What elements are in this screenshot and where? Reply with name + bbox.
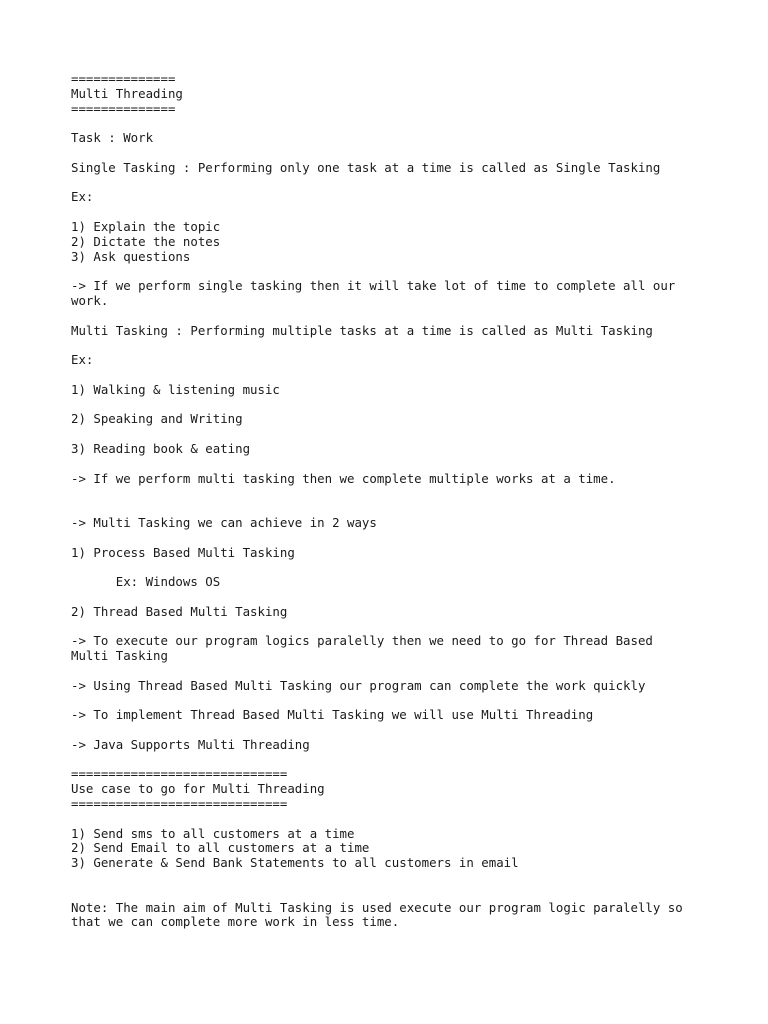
single-example-item: 3) Ask questions bbox=[71, 248, 191, 264]
use-case-item: 2) Send Email to all customers at a time bbox=[71, 840, 370, 856]
multi-tasking-definition: Multi Tasking : Performing multiple tasks at a time is called as Multi Tasking bbox=[71, 322, 653, 338]
thread-note-line: -> Java Supports Multi Threading bbox=[71, 736, 310, 752]
thread-note-line: -> Using Thread Based Multi Tasking our program can complete the work quickly bbox=[71, 677, 646, 693]
document-body bbox=[71, 72, 711, 930]
single-tasking-definition: Single Tasking : Performing only one task at a time is called as Single Tasking bbox=[71, 159, 661, 175]
thread-note-line: -> To implement Thread Based Multi Tasking we will use Multi Threading bbox=[71, 707, 594, 723]
single-example-item: 2) Dictate the notes bbox=[71, 233, 221, 249]
final-note-line: Note: The main aim of Multi Tasking is used execute our program logic paralelly so bbox=[71, 899, 683, 915]
thread-based-item: 2) Thread Based Multi Tasking bbox=[71, 603, 288, 619]
task-definition: Task : Work bbox=[71, 130, 154, 146]
single-tasking-note-line: -> If we perform single tasking then it will take lot of time to complete all our bbox=[71, 278, 676, 294]
title-rule-top: ============== bbox=[71, 71, 176, 86]
thread-note-line: -> To execute our program logics paralelly then we need to go for Thread Based bbox=[71, 633, 653, 649]
single-tasking-note-line: work. bbox=[71, 292, 109, 308]
multi-example-item: 1) Walking & listening music bbox=[71, 381, 280, 397]
use-case-item: 3) Generate & Send Bank Statements to all customers in email bbox=[71, 855, 519, 871]
multi-example-item: 2) Speaking and Writing bbox=[71, 411, 243, 427]
page-title: Multi Threading bbox=[71, 85, 183, 101]
process-based-item: 1) Process Based Multi Tasking bbox=[71, 544, 295, 560]
ways-note: -> Multi Tasking we can achieve in 2 ways bbox=[71, 514, 377, 530]
use-case-rule-bottom: ============================= bbox=[71, 796, 288, 812]
multi-example-item: 3) Reading book & eating bbox=[71, 440, 251, 456]
single-ex-label: Ex: bbox=[71, 189, 94, 205]
use-case-title: Use case to go for Multi Threading bbox=[71, 781, 325, 797]
multi-ex-label: Ex: bbox=[71, 352, 94, 368]
process-example: Ex: Windows OS bbox=[71, 574, 221, 590]
final-note-line: that we can complete more work in less time. bbox=[71, 914, 400, 930]
single-example-item: 1) Explain the topic bbox=[71, 218, 221, 234]
multi-tasking-note: -> If we perform multi tasking then we complete multiple works at a time. bbox=[71, 470, 616, 486]
use-case-rule-top: ============================= bbox=[71, 766, 288, 782]
title-rule-bottom: ============== bbox=[71, 100, 176, 116]
use-case-item: 1) Send sms to all customers at a time bbox=[71, 825, 355, 841]
thread-note-line: Multi Tasking bbox=[71, 648, 168, 664]
